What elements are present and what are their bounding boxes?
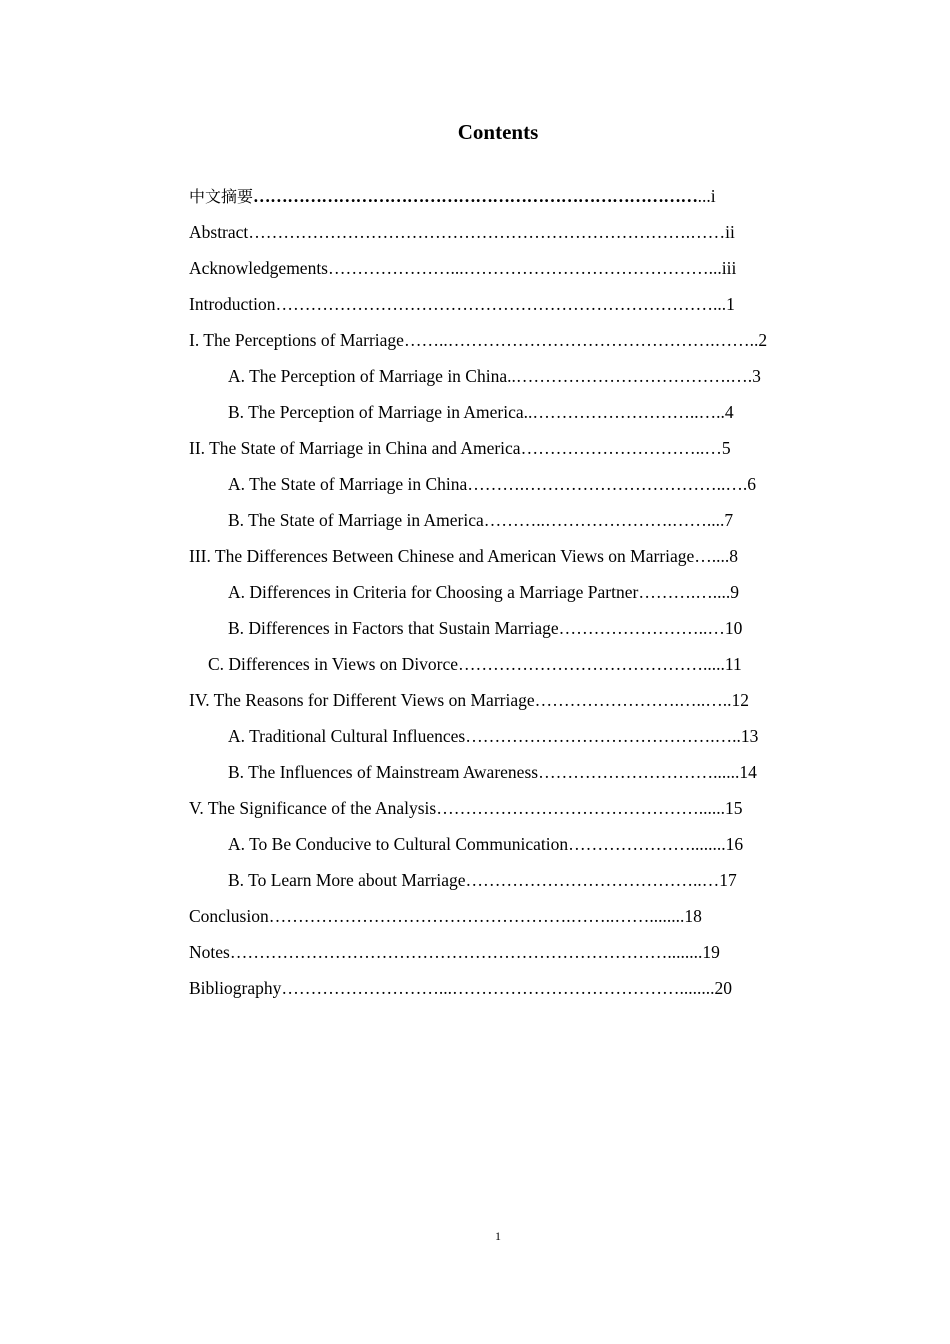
toc-entry-leader: …………………………..… xyxy=(520,438,722,458)
toc-entry-section-5b[interactable] xyxy=(189,866,799,902)
toc-entry-page: 5 xyxy=(721,438,731,458)
toc-entry-label: II. The State of Marriage in China and America xyxy=(189,438,521,458)
toc-entry-conclusion[interactable] xyxy=(189,902,799,938)
toc-entry-section-4a[interactable] xyxy=(189,722,799,758)
toc-entry-label: IV. The Reasons for Different Views on Marriage xyxy=(189,690,535,710)
toc-entry-leader: ..………………………..….. xyxy=(523,402,725,422)
toc-entry-section-3[interactable] xyxy=(189,542,799,578)
toc-entry-label: B. The State of Marriage in America xyxy=(228,510,484,530)
toc-entry-page: 19 xyxy=(702,942,720,962)
toc-entry-leader: …………………………………….….. xyxy=(465,726,741,746)
toc-entry-label: B. The Influences of Mainstream Awareness xyxy=(228,762,539,782)
toc-entry-leader: ..……………………………….…. xyxy=(507,366,753,386)
toc-entry-leader: ………………………………………...... xyxy=(436,798,725,818)
toc-entry-section-1b[interactable] xyxy=(189,398,799,434)
toc-entry-page: 3 xyxy=(752,366,761,386)
toc-entry-label: Notes xyxy=(189,942,230,962)
toc-entry-label: B. The Perception of Marriage in America xyxy=(228,402,524,422)
toc-entry-section-2a[interactable] xyxy=(189,470,799,506)
toc-entry-page: 16 xyxy=(725,834,744,854)
toc-entry-section-5a[interactable] xyxy=(189,830,799,866)
toc-entry-page: 20 xyxy=(714,978,732,998)
toc-entry-leader: …………………………………………………………………........ xyxy=(229,942,703,962)
toc-entry-leader: …………………........ xyxy=(568,834,726,854)
toc-entry-section-3c[interactable] xyxy=(189,650,799,686)
toc-entry-page: ..iii xyxy=(713,258,737,278)
toc-entry-section-4[interactable] xyxy=(189,686,799,722)
toc-entry-page: 17 xyxy=(719,870,737,890)
toc-entry-label: III. The Differences Between Chinese and American Views on Marriage xyxy=(189,546,695,566)
toc-entry-leader: ………………………...…………………………………........ xyxy=(281,978,715,998)
toc-entry-page: 6 xyxy=(747,474,757,494)
toc-entry-leader: ……….……………………………..…. xyxy=(467,474,748,494)
toc-entry-page: 14 xyxy=(739,762,757,782)
toc-entry-page: 4 xyxy=(724,402,734,422)
toc-entry-leader: …………………….…..….. xyxy=(534,690,732,710)
toc-entry-label: Abstract xyxy=(189,222,249,242)
toc-entry-leader: ………………………………………………………………….. xyxy=(275,294,722,314)
toc-entry-page: 18 xyxy=(684,906,702,926)
toc-entry-acknowledgements[interactable] xyxy=(189,254,799,290)
toc-entry-label: A. The State of Marriage in China xyxy=(228,474,468,494)
toc-entry-leader: …………………………………………………………………… xyxy=(253,186,698,206)
toc-entry-label: I. The Perceptions of Marriage xyxy=(189,330,404,350)
toc-entry-leader: …………………………...... xyxy=(538,762,740,782)
page-title: Contents xyxy=(457,120,539,144)
page-number: 1 xyxy=(495,1229,501,1243)
toc-entry-section-1[interactable] xyxy=(189,326,799,362)
toc-entry-leader: ….... xyxy=(694,546,730,566)
toc-entry-notes[interactable] xyxy=(189,938,799,974)
toc-entry-section-3b[interactable] xyxy=(189,614,799,650)
toc-entry-label: V. The Significance of the Analysis xyxy=(189,798,437,818)
toc-entry-leader: ……………………………………..... xyxy=(458,654,725,674)
toc-entry-page: .2 xyxy=(753,330,768,350)
toc-entry-label: B. Differences in Factors that Sustain Marriage xyxy=(228,618,559,638)
toc-entry-label: A. Traditional Cultural Influences xyxy=(228,726,466,746)
table-of-contents xyxy=(189,182,799,1010)
toc-entry-page: 10 xyxy=(724,618,743,638)
toc-entry-page: .1 xyxy=(721,294,735,314)
toc-entry-label: A. The Perception of Marriage in China xyxy=(228,366,508,386)
toc-entry-leader: ……..……………………………………….……. xyxy=(403,330,754,350)
toc-entry-label: Introduction xyxy=(189,294,276,314)
toc-entry-label: A. To Be Conducive to Cultural Communication xyxy=(228,834,569,854)
toc-entry-abstract[interactable] xyxy=(189,218,799,254)
toc-entry-page: 7 xyxy=(724,510,734,530)
toc-entry-introduction[interactable] xyxy=(189,290,799,326)
toc-entry-page: 11 xyxy=(724,654,742,674)
toc-entry-leader: ……………………..… xyxy=(558,618,725,638)
toc-entry-bibliography[interactable] xyxy=(189,974,799,1010)
toc-entry-chinese-abstract[interactable] xyxy=(189,182,799,218)
toc-entry-section-3a[interactable] xyxy=(189,578,799,614)
toc-entry-page: 8 xyxy=(729,546,739,566)
toc-entry-page: 15 xyxy=(724,798,743,818)
toc-entry-leader: ……….….... xyxy=(638,582,731,602)
toc-entry-label: B. To Learn More about Marriage xyxy=(228,870,466,890)
toc-entry-leader: ………………………………………………………………….…… xyxy=(248,222,726,242)
toc-entry-leader: …………………………………..… xyxy=(465,870,720,890)
toc-entry-section-2[interactable] xyxy=(189,434,799,470)
toc-entry-label: 中文摘要 xyxy=(189,187,254,206)
toc-entry-page: ii xyxy=(725,222,735,242)
toc-entry-leader: ………..………………….…….... xyxy=(483,510,725,530)
toc-entry-page: 12 xyxy=(731,690,749,710)
toc-entry-label: A. Differences in Criteria for Choosing a Marriage Partner xyxy=(228,582,639,602)
toc-entry-section-4b[interactable] xyxy=(189,758,799,794)
toc-entry-label: Acknowledgements xyxy=(189,258,328,278)
toc-entry-leader: …………………………………………….……..……........ xyxy=(268,906,685,926)
toc-entry-page: 13 xyxy=(740,726,759,746)
toc-entry-label: Bibliography xyxy=(189,978,282,998)
toc-entry-page: ...i xyxy=(697,186,716,206)
toc-entry-section-1a[interactable] xyxy=(189,362,799,398)
toc-entry-page: 9 xyxy=(730,582,739,602)
toc-entry-label: C. Differences in Views on Divorce xyxy=(208,654,459,674)
toc-entry-section-5[interactable] xyxy=(189,794,799,830)
toc-entry-section-2b[interactable] xyxy=(189,506,799,542)
toc-entry-leader: …………………...……………………………………. xyxy=(328,258,713,278)
toc-entry-label: Conclusion xyxy=(189,906,269,926)
